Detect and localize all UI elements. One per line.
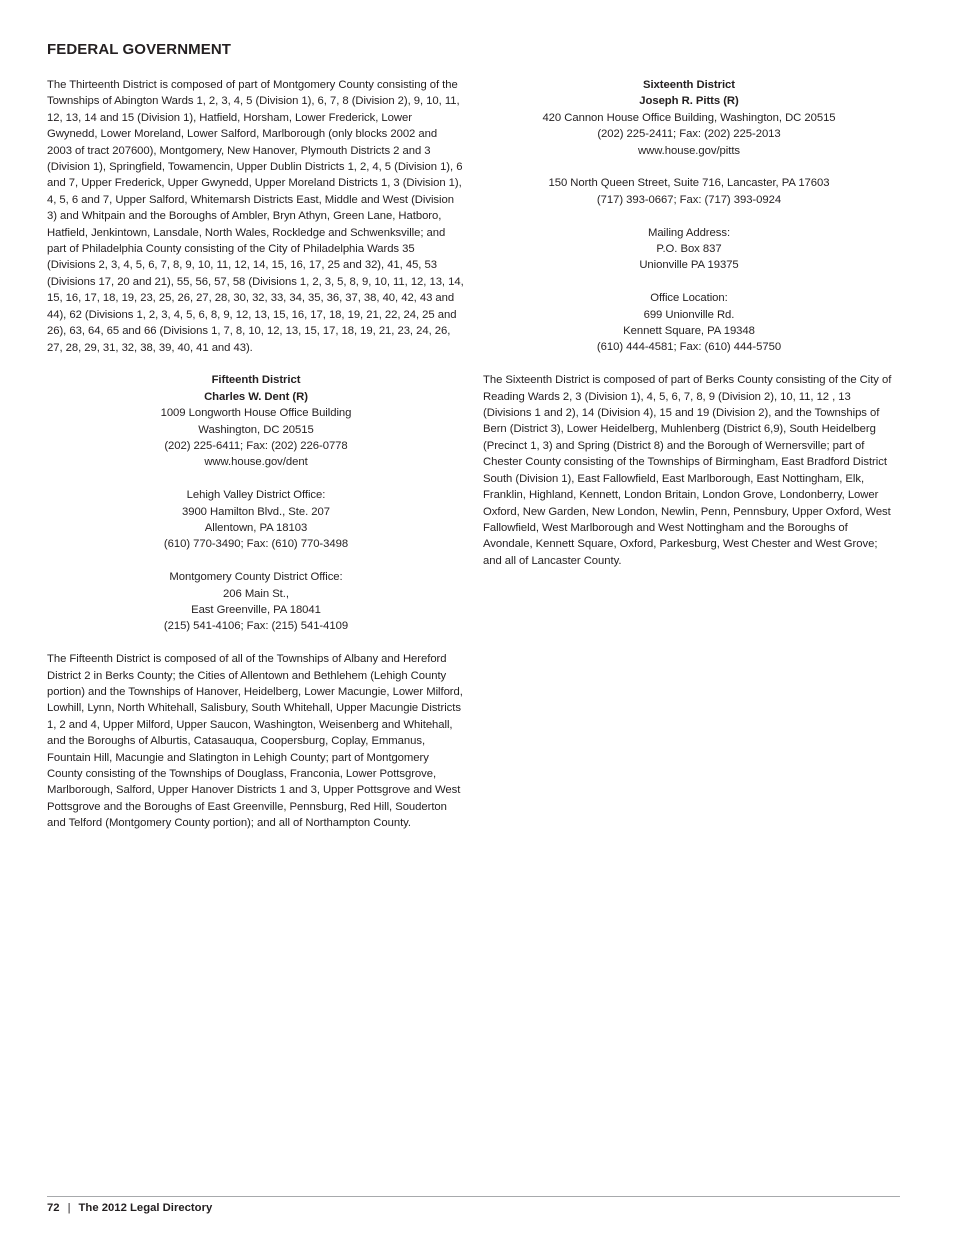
address-line: 3900 Hamilton Blvd., Ste. 207 <box>181 505 330 518</box>
address-line: Kennett Square, PA 19348 <box>623 325 755 338</box>
phone-fax: (202) 225-2411; Fax: (202) 225-2013 <box>597 128 781 141</box>
phone-fax: (610) 770-3490; Fax: (610) 770-3498 <box>163 538 349 551</box>
district-15-contact <box>47 372 465 470</box>
right-column <box>483 77 895 586</box>
address-line: 1009 Longworth House Office Building <box>160 407 352 420</box>
address-line: 699 Unionville Rd. <box>643 308 735 321</box>
page-number: 72 <box>47 1202 60 1214</box>
district-16-heading: Sixteenth District <box>642 79 735 91</box>
page-footer <box>47 1202 212 1214</box>
footer-separator: | <box>67 1202 71 1214</box>
district-15-description: The Fifteenth District is composed of all of the Townships of Albany and Hereford District 2 in Berks County; the Cities of Allentown and Bethlehem (Lehigh County portion) and the Townships of Hanover, Heidelberg, Lower Macungie, Lower Milford, Lowhill, Lynn, North Whitehall, Salisbury, South Whitehall, Upper Macungie Districts 1, 2 and 4, Upper Milford, Upper Saucon, Washington, Weisenberg and Whitehall, and the Boroughs of Alburtis, Catasauqua, Coopersburg, Coplay, Emmanus, Fountain Hill, Macungie and Slatington in Lehigh County; part of Montgomery County consisting of the Townships of Douglass, Franconia, Lower Pottsgrove, Marlborough, Salford, Upper Hanover Districts 1 and 3, Upper Pottsgrove and West Pottsgrove and the Boroughs of East Greenville, Pennsburg, Red Hill, Souderton and Telford (Montgomery County portion); and all of Northampton County. <box>47 653 463 830</box>
section-title: FEDERAL GOVERNMENT <box>47 41 232 58</box>
district-16-contact <box>483 77 895 159</box>
address-line: Unionville PA 19375 <box>639 259 739 272</box>
address-line: 206 Main St., <box>223 587 289 600</box>
district-16-description: The Sixteenth District is composed of part of Berks County consisting of the City of Reading Wards 2, 3 (Division 1), 4, 5, 6, 7, 8, 9 (Division 2), 10, 11, 12 , 13 (Divisions 1 and 2), 14 (Division 4), 15 and 19 (Division 2), and the Townships of Bern (District 3), Lower Heidelberg, Muhlenberg (District 6,9), South Heidelberg (Precinct 1, 3) and Spring (District 8) and the Borough of Wernersville; part of Chester County consisting of the Townships of Birmingham, East Bradford District South (Division 1), East Fallowfield, East Marlborough, East Nottingham, Elk, Franklin, Highland, Kennett, London Britain, London Grove, Londonberry, Lower Oxford, New Garden, New London, Newlin, Penn, Pennsbury, Upper Oxford, West Fallowfield, West Marlborough and West Nottingham and the Boroughs of Avondale, Kennett Square, Oxford, Parkesburg, West Chester and West Grove; and all of Lancaster County. <box>483 374 892 567</box>
montgomery-county-office <box>47 569 465 635</box>
footer-divider <box>47 1196 900 1197</box>
website-link[interactable]: www.house.gov/dent <box>204 456 308 469</box>
office-label: Mailing Address: <box>647 226 731 239</box>
district-15-heading: Fifteenth District <box>211 374 301 387</box>
phone-fax: (610) 444-4581; Fax: (610) 444-5750 <box>596 341 782 354</box>
address-line: 150 North Queen Street, Suite 716, Lancaster, PA 17603 <box>548 177 830 190</box>
office-label: Office Location: <box>650 292 728 305</box>
website-link[interactable]: www.house.gov/pitts <box>637 144 741 157</box>
office-label: Montgomery County District Office: <box>169 571 343 584</box>
address-line: Allentown, PA 18103 <box>204 521 308 534</box>
address-line: 420 Cannon House Office Building, Washington, DC 20515 <box>542 111 836 124</box>
address-line: P.O. Box 837 <box>656 243 722 256</box>
mailing-address <box>483 225 895 274</box>
office-location <box>483 290 895 356</box>
district-15-representative: Charles W. Dent (R) <box>204 390 308 403</box>
lehigh-valley-office <box>47 487 465 553</box>
district-13-description: The Thirteenth District is composed of part of Montgomery County consisting of the Townships of Abington Wards 1, 2, 3, 4, 5 (Division 1), 6, 7, 8 (Division 2), 9, 10, 11, 12, 13, 14 and 15 (Division 1), Hatfield, Horsham, Lower Frederick, Lower Gwynedd, Lower Moreland, Lower Salford, Marlborough (only blocks 2002 and 2003 of tract 207600), Montgomery, New Hanover, Plymouth Districts 2 and 3 (Division 1), Springfield, Towamencin, Upper Dublin Districts 1, 2, 4, 5 (Division 1), 6 and 7, Upper Frederick, Upper Gwynedd, Upper Moreland Districts 1, 3 (Division 1), 4, 5, 6 and 7, Upper Salford, Whitemarsh Districts East, Middle and West (Division 3) and Whitpain and the Boroughs of Ambler, Bryn Athyn, Green Lane, Hatboro, Hatfield, Jenkintown, Lansdale, North Wales, Rockledge and Schwenksville; and part of Philadelphia County consisting of the City of Philadelphia Wards 35 (Divisions 2, 3, 4, 5, 6, 7, 8, 9, 10, 11, 12, 14, 15, 16, 17, 25 and 32), 41, 45, 53 (Divisions 17, 20 and 21), 55, 56, 57, 58 (Divisions 1, 2, 3, 5, 8, 9, 10, 11, 12, 13, 14, 15, 16, 17, 18, 19, 23, 25, 26, 27, 28, 30, 32, 33, 34, 35, 36, 37, 38, 40, 42, 43 and 44), 62 (Divisions 1, 2, 3, 4, 5, 6, 8, 9, 12, 13, 15, 16, 17, 18, 19, 21, 22, 24, 25 and 26), 63, 64, 65 and 66 (Divisions 1, 7, 8, 10, 12, 13, 15, 17, 18, 19, 21, 23, 24, 26, 27, 28, 29, 31, 32, 38, 39, 40, 41 and 43). <box>47 79 464 354</box>
lancaster-office <box>483 175 895 208</box>
office-label: Lehigh Valley District Office: <box>186 489 326 502</box>
phone-fax: (202) 225-6411; Fax: (202) 226-0778 <box>164 439 348 452</box>
address-line: Washington, DC 20515 <box>198 423 314 436</box>
phone-fax: (717) 393-0667; Fax: (717) 393-0924 <box>596 193 782 206</box>
address-line: East Greenville, PA 18041 <box>191 603 321 616</box>
left-column <box>47 77 465 848</box>
publication-title: The 2012 Legal Directory <box>78 1202 213 1214</box>
phone-fax: (215) 541-4106; Fax: (215) 541-4109 <box>163 620 349 633</box>
district-16-representative: Joseph R. Pitts (R) <box>639 95 739 108</box>
